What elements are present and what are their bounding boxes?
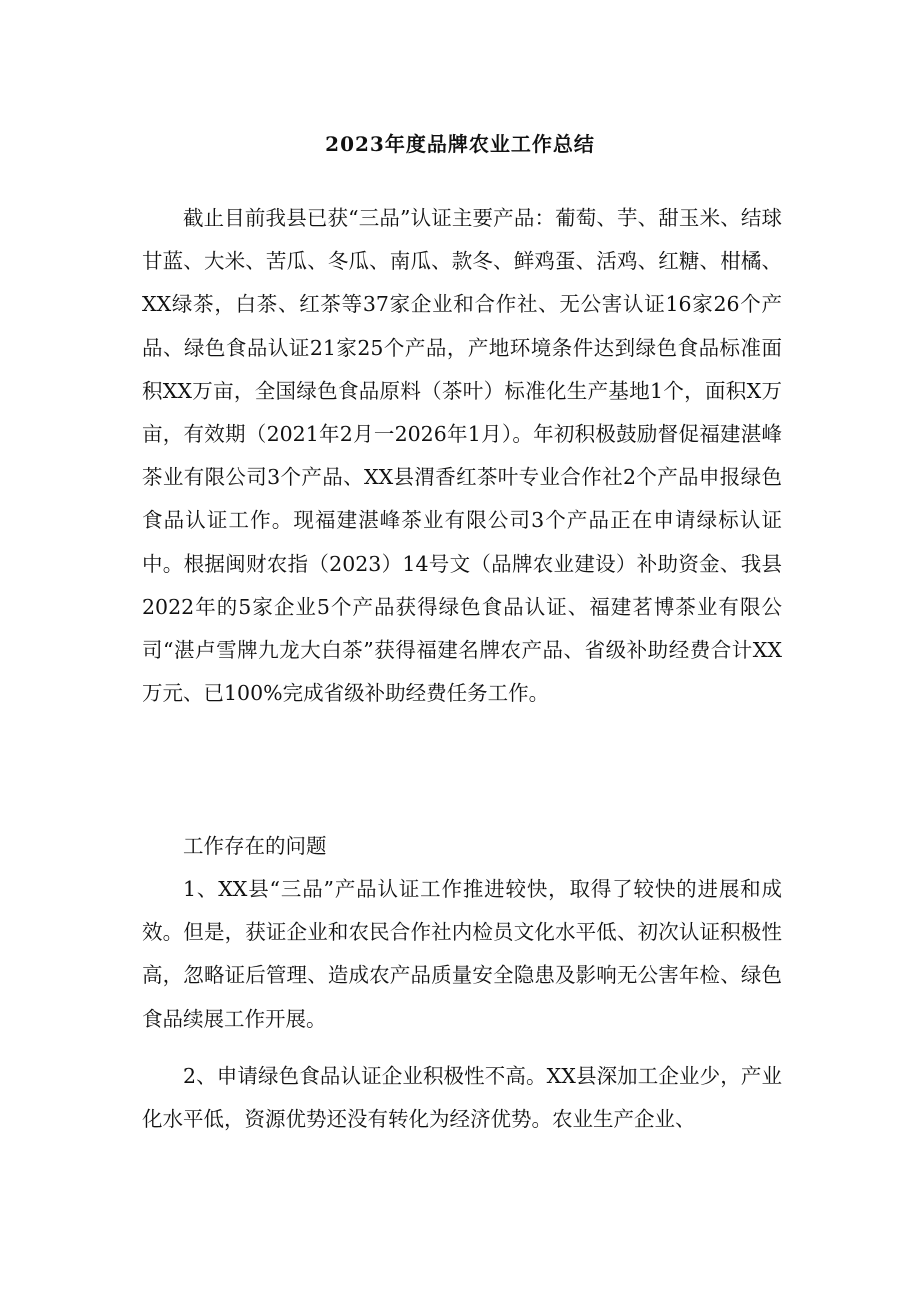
body-paragraph-certification-summary: 截止目前我县已获“三品”认证主要产品：葡萄、芋、甜玉米、结球甘蓝、大米、苦瓜、冬瓜、南瓜、款冬、鲜鸡蛋、活鸡、红糖、柑橘、XX绿茶，白茶、红茶等37家企业和合作社、无公害认证16家26个产品、绿色食品认证21家25个产品，产地环境条件达到绿色食品标准面积XX万亩，全国绿色食品原料（茶叶）标准化生产基地1个，面积X万亩，有效期（2021年2月一2026年1月）。年初积极鼓励督促福建湛峰茶业有限公司3个产品、XX县渭香红茶叶专业合作社2个产品申报绿色食品认证工作。现福建湛峰茶业有限公司3个产品正在申请绿标认证中。根据闽财农指（2023）14号文（品牌农业建设）补助资金、我县2022年的5家企业5个产品获得绿色食品认证、福建茗博茶业有限公司“湛卢雪牌九龙大白茶”获得福建名牌农产品、省级补助经费合计XX万元、已100%完成省级补助经费任务工作。	[142, 206, 782, 706]
document-title: 2023年度品牌农业工作总结	[325, 132, 595, 156]
body-paragraph-problem-2: 2、申请绿色食品认证企业积极性不高。XX县深加工企业少，产业化水平低，资源优势还没有转化为经济优势。农业生产企业、	[142, 1064, 782, 1132]
body-paragraph-problem-1: 1、XX县“三品”产品认证工作推进较快，取得了较快的进展和成效。但是，获证企业和农民合作社内检员文化水平低、初次认证积极性高，忽略证后管理、造成农产品质量安全隐患及影响无公害年检、绿色食品续展工作开展。	[142, 877, 782, 1031]
section-heading-problems: 工作存在的问题	[183, 834, 327, 858]
